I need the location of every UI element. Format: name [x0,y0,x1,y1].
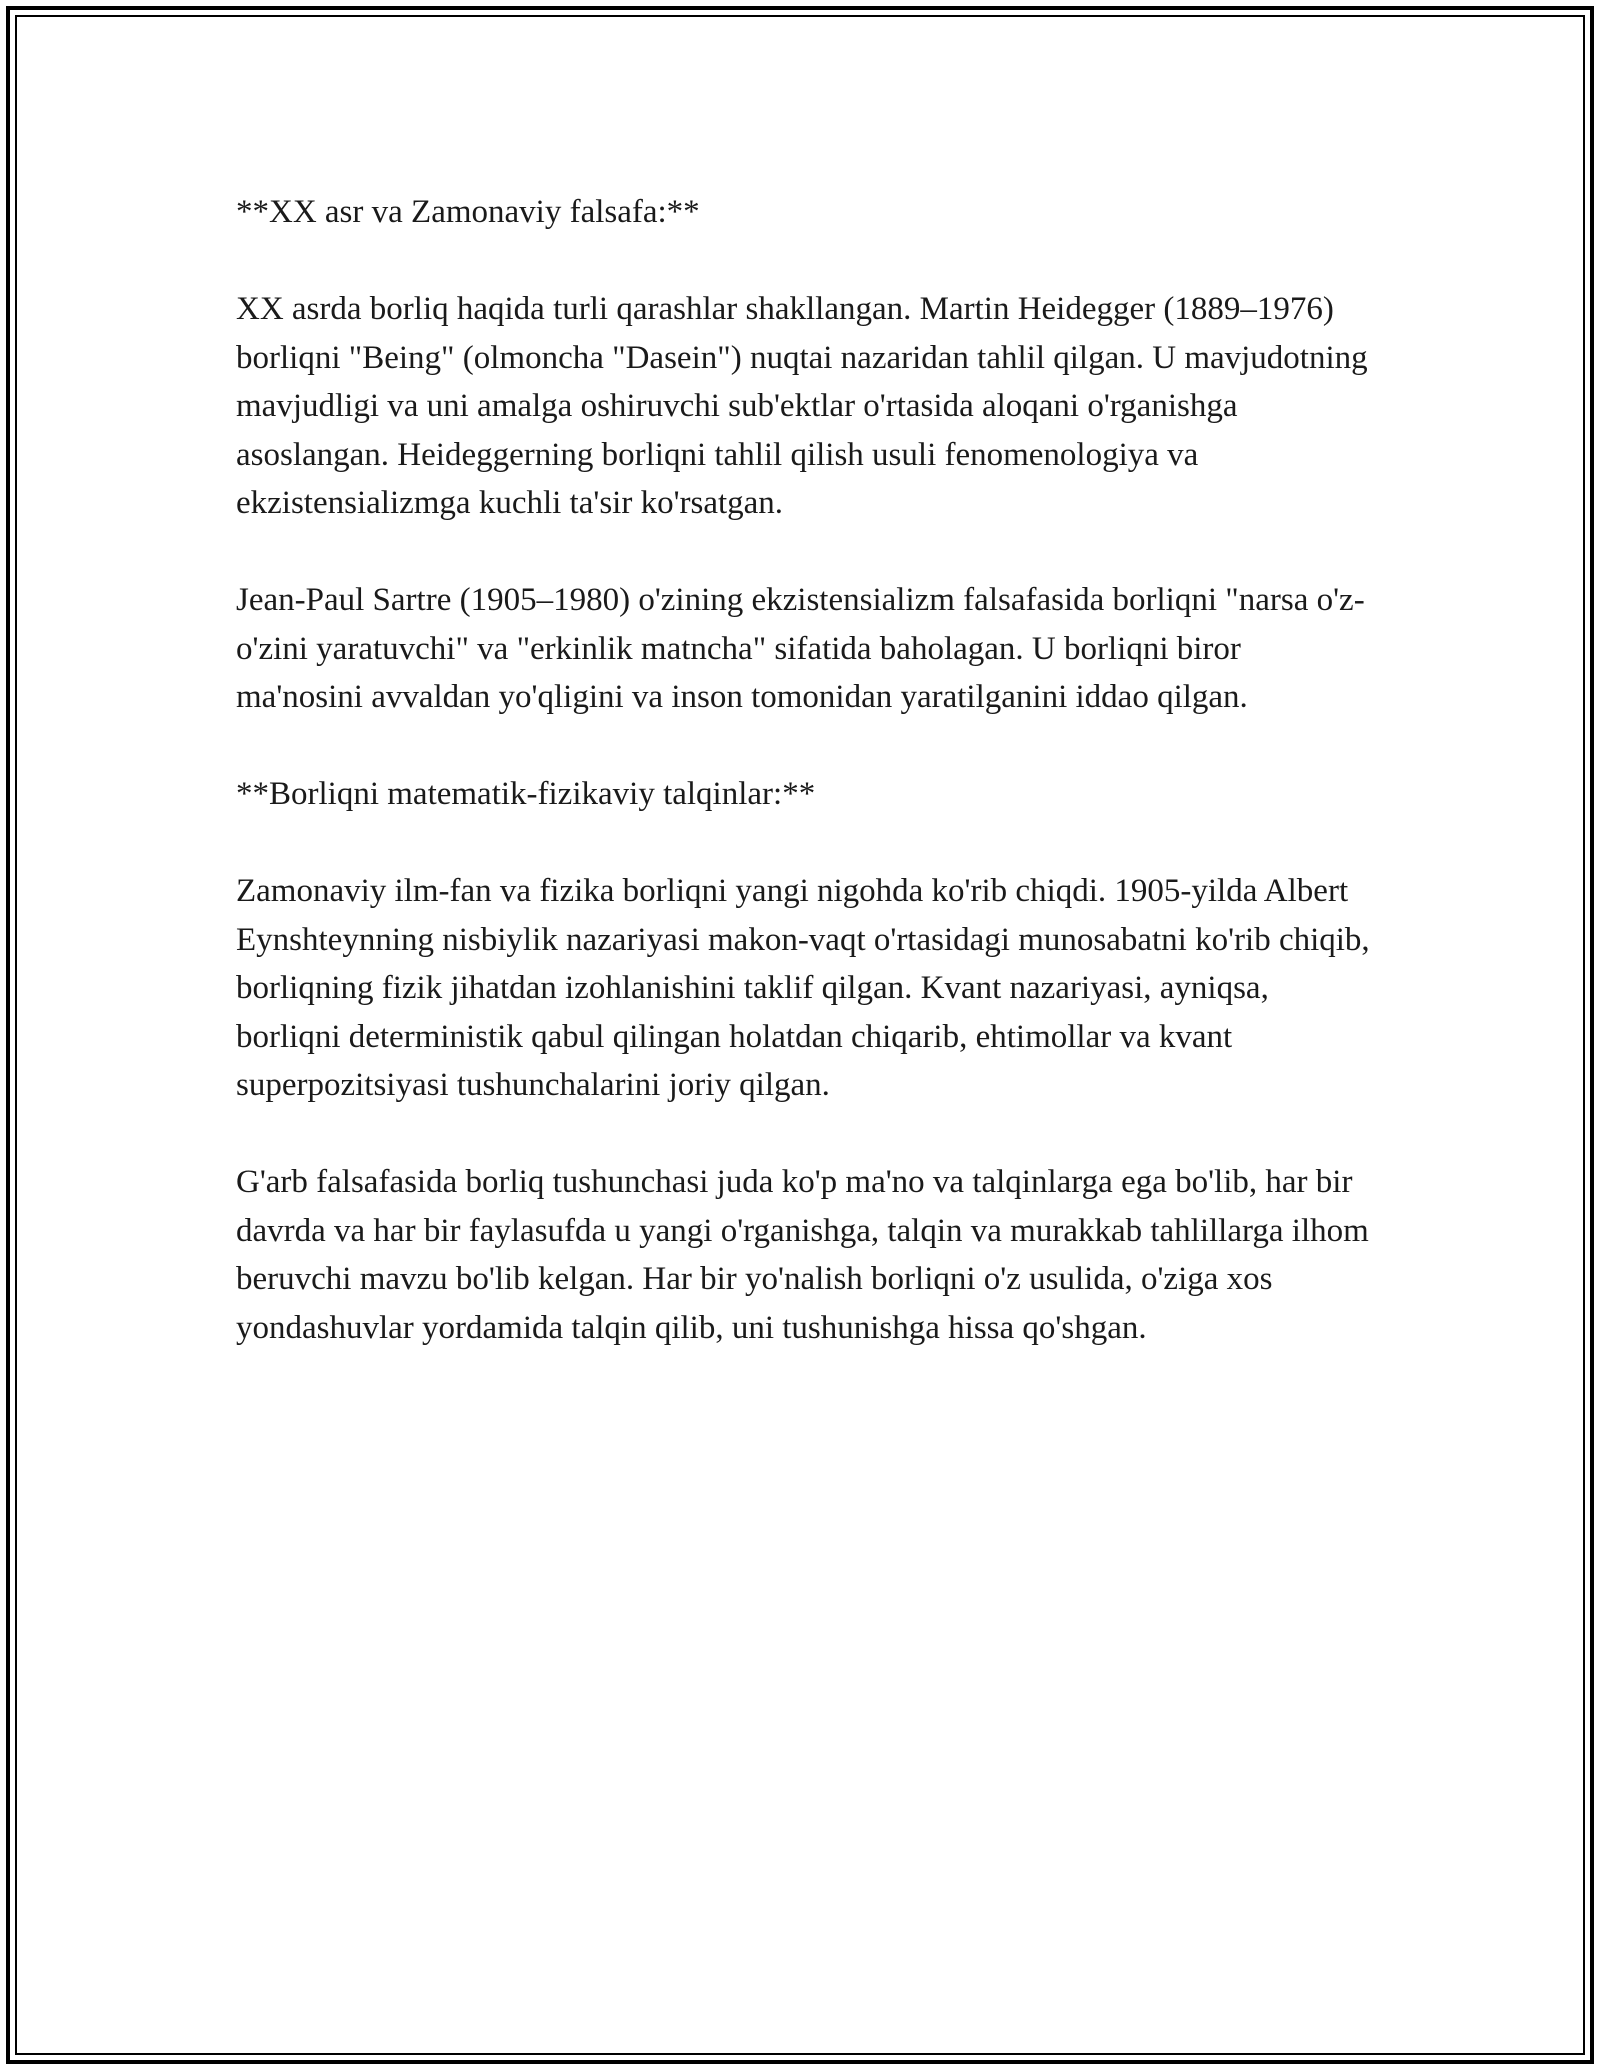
paragraph-physics: Zamonaviy ilm-fan va fizika borliqni yangi nigohda ko'rib chiqdi. 1905-yilda Albert Eynshteynning nisbiylik nazariyasi makon-vaqt o'rtasidagi munosabatni ko'rib chiqib, borliqning fizik jihatdan izohlanishini taklif qilgan. Kvant nazariyasi, ayniqsa, borliqni deterministik qabul qilingan holatdan chiqarib, ehtimollar va kvant superpozitsiyasi tushunchalarini joriy qilgan. [236,873,1370,1103]
section-heading-zamonaviy-falsafa: **XX asr va Zamonaviy falsafa:** [236,194,700,230]
paragraph-sartre: Jean-Paul Sartre (1905–1980) o'zining ekzistensializm falsafasida borliqni "narsa o'z-o'zini yaratuvchi" va "erkinlik matncha" sifatida baholagan. U borliqni biror ma'nosini avvaldan yo'qligini va inson tomonidan yaratilganini iddao qilgan. [236,582,1365,715]
paragraph-heidegger: XX asrda borliq haqida turli qarashlar shakllangan. Martin Heidegger (1889–1976) borliqni "Being" (olmoncha "Dasein") nuqtai nazaridan tahlil qilgan. U mavjudotning mavjudligi va uni amalga oshiruvchi sub'ektlar o'rtasida aloqani o'rganishga asoslangan. Heideggerning borliqni tahlil qilish usuli fenomenologiya va ekzistensializmga kuchli ta'sir ko'rsatgan. [236,291,1368,521]
paragraph-conclusion: G'arb falsafasida borliq tushunchasi juda ko'p ma'no va talqinlarga ega bo'lib, har bir davrda va har bir faylasufda u yangi o'rganishga, talqin va murakkab tahlillarga ilhom beruvchi mavzu bo'lib kelgan. Har bir yo'nalish borliqni o'z usulida, o'ziga xos yondashuvlar yordamida talqin qilib, uni tushunishga hissa qo'shgan. [236,1164,1369,1346]
section-heading-matematik-fizikaviy: **Borliqni matematik-fizikaviy talqinlar:** [236,776,816,812]
document-body [236,188,1376,1401]
